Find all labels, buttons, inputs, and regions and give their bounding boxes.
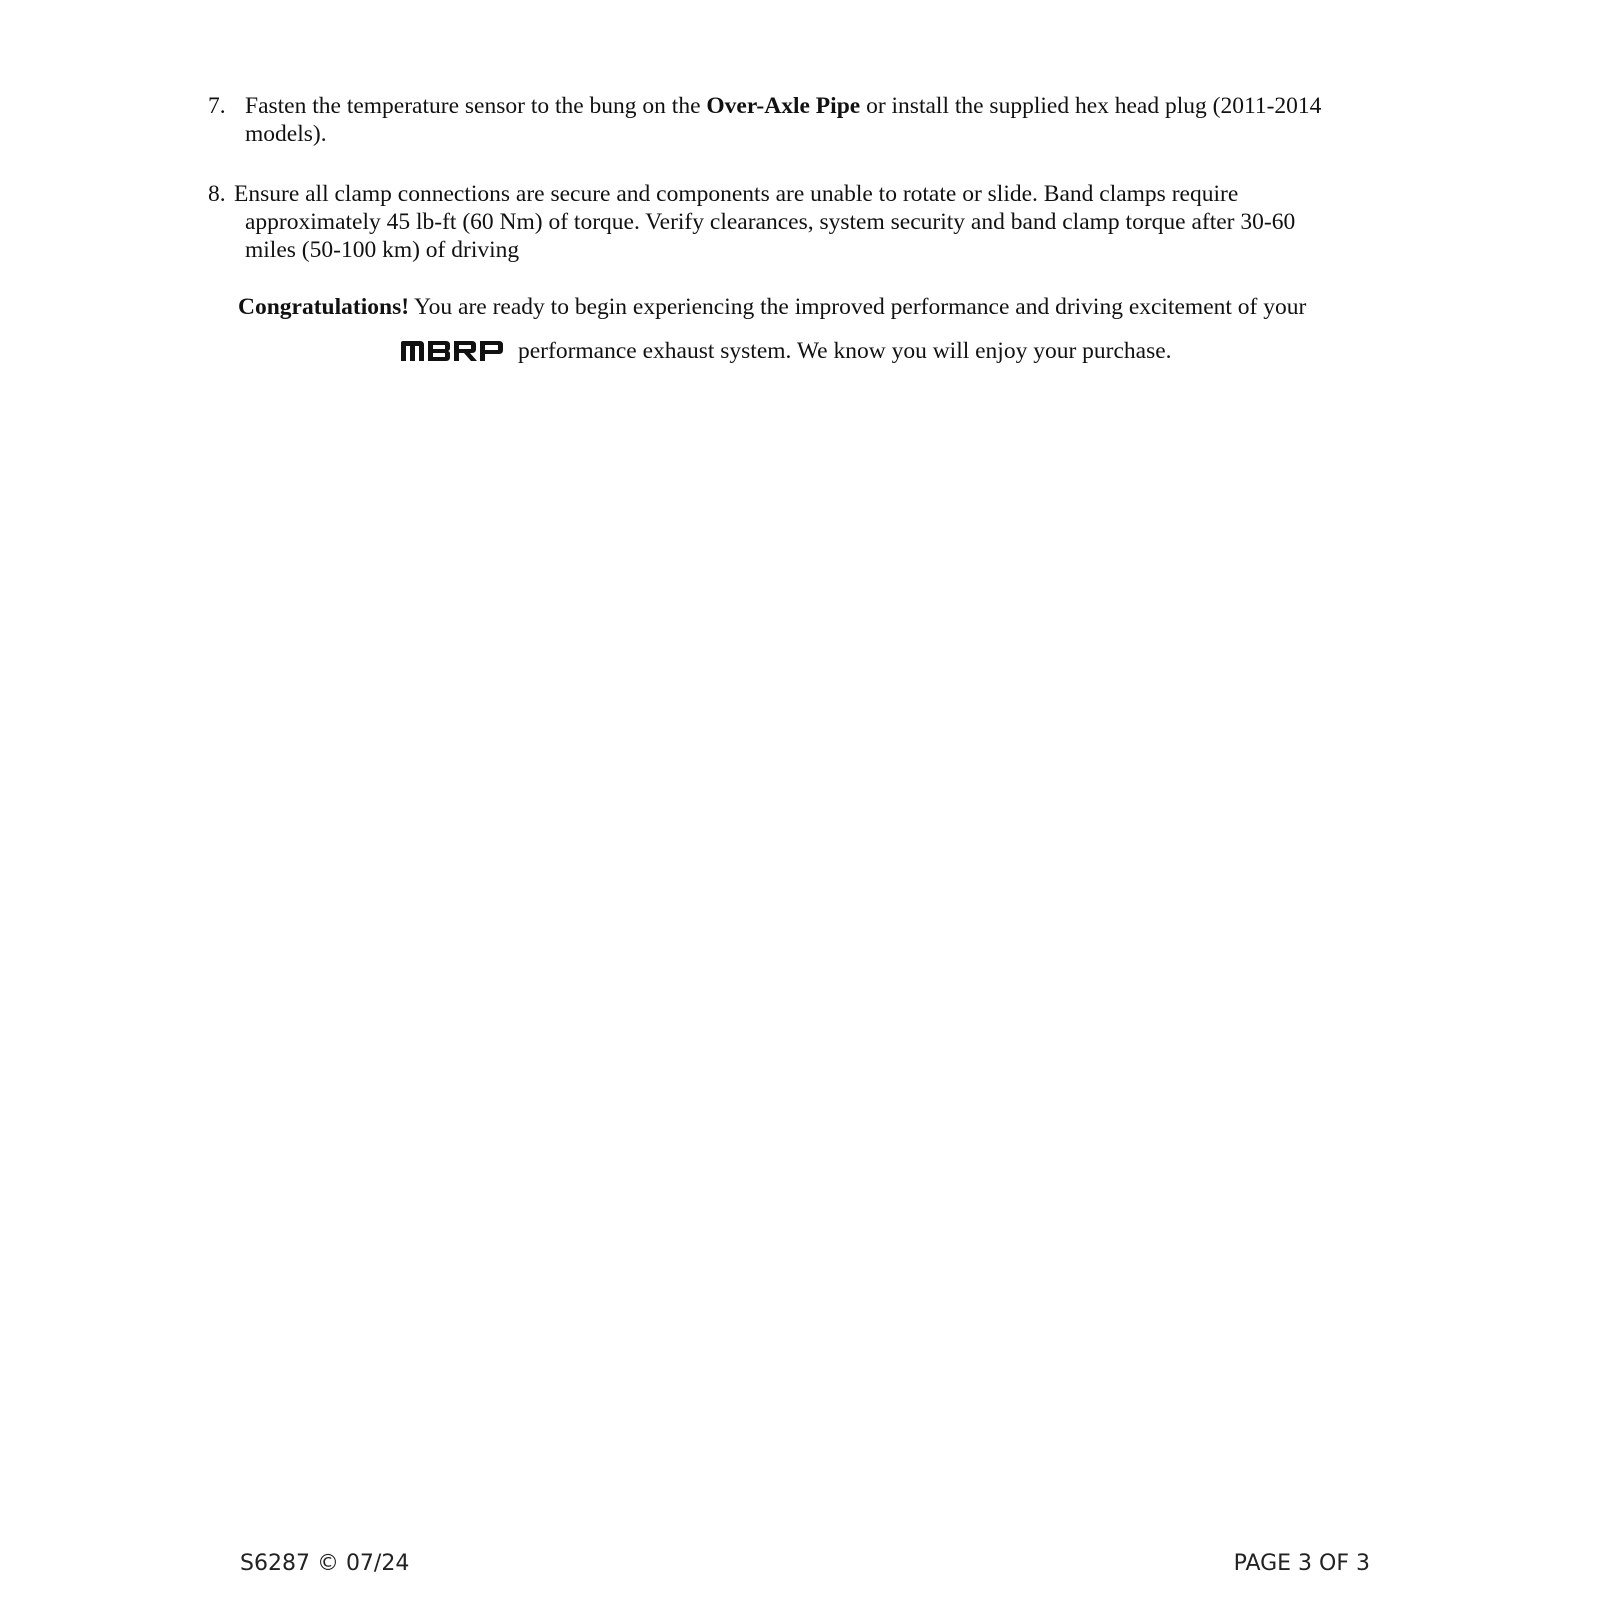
closing-text: performance exhaust system. We know you will enjoy your purchase. [518, 338, 1172, 364]
mbrp-logo [400, 340, 504, 362]
step-text-line: Ensure all clamp connections are secure and components are unable to rotate or slide. Band clamps require [234, 181, 1239, 207]
closing-message [238, 293, 1306, 321]
step-7 [0, 92, 1600, 152]
step-text-line: models). [245, 121, 327, 147]
closing-message-line-2 [400, 337, 1172, 365]
closing-text: You are ready to begin experiencing the improved performance and driving excitement of your [409, 294, 1307, 320]
step-text-line: approximately 45 lb-ft (60 Nm) of torque. Verify clearances, system security and band clamp torque after 30-60 [245, 209, 1296, 235]
step-number: 8. [208, 181, 226, 207]
step-text: Fasten the temperature sensor to the bung on the [245, 93, 707, 119]
step-text-line: miles (50-100 km) of driving [245, 237, 520, 263]
step-8 [0, 180, 1600, 270]
step-text-line [245, 92, 1321, 120]
step-number: 7. [208, 93, 226, 119]
page-number: PAGE 3 OF 3 [1233, 1551, 1370, 1576]
document-code: S6287 © 07/24 [240, 1551, 410, 1576]
step-text: or install the supplied hex head plug (2011-2014 [860, 93, 1322, 119]
part-name: Over-Axle Pipe [706, 93, 861, 119]
congratulations-heading: Congratulations! [238, 294, 410, 320]
